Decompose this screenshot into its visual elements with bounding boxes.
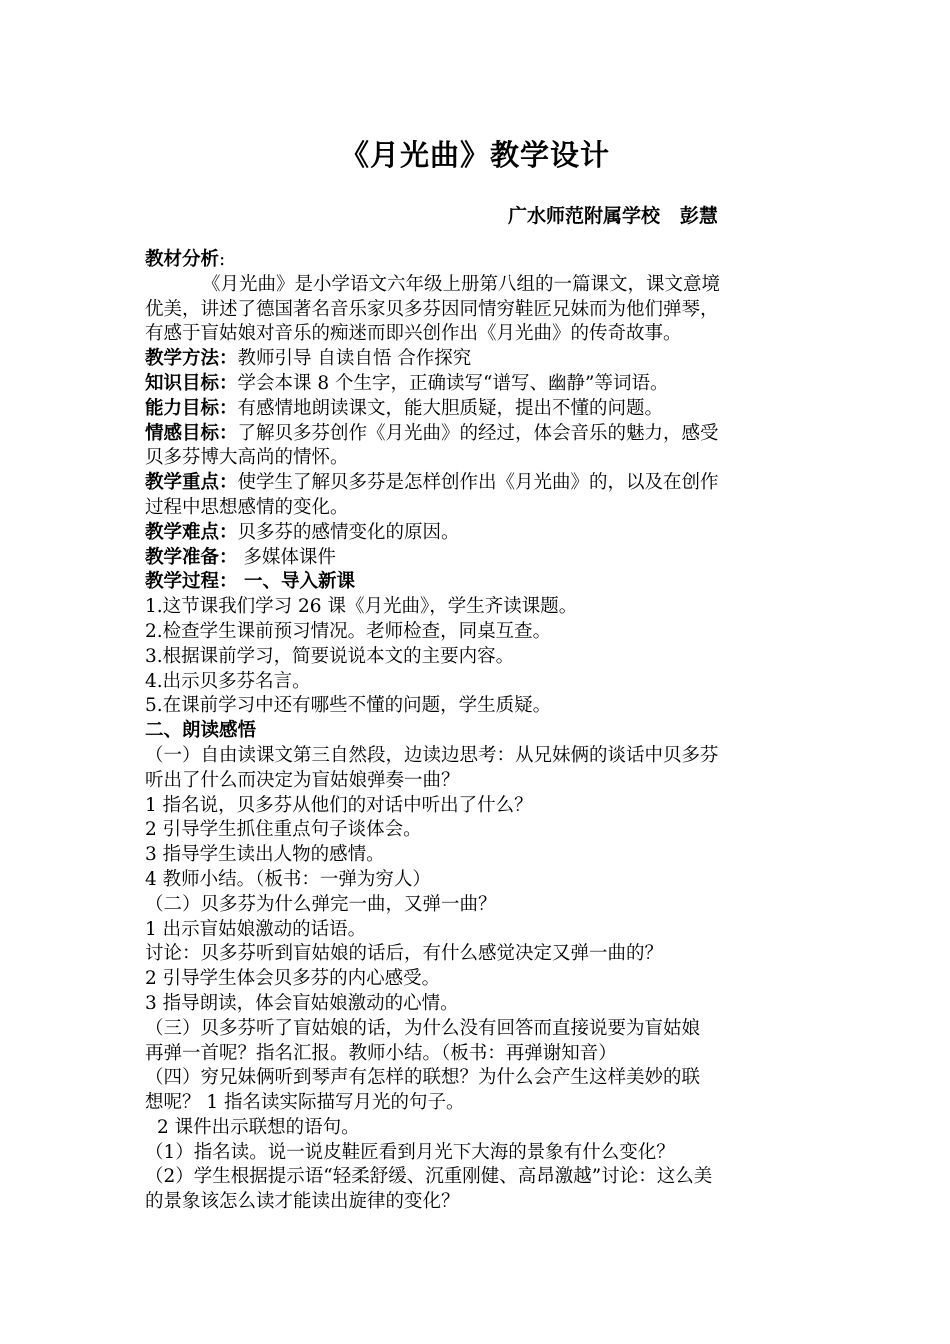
document-author: 广水师范附属学校 彭慧 [508, 205, 718, 227]
list-item: 2 引导学生体会贝多芬的内心感受。 [145, 968, 441, 990]
line-preparation: 教学准备： 多媒体课件 [145, 546, 336, 568]
line-ability-goal: 能力目标：有感情地朗读课文，能大胆质疑，提出不懂的问题。 [145, 397, 664, 419]
list-item: 2 引导学生抓住重点句子谈体会。 [145, 819, 422, 841]
paragraph-line: （2）学生根据提示语“轻柔舒缓、沉重刚健、高昂激越”讨论：这么美 [145, 1166, 713, 1188]
list-item: 3.根据课前学习，简要说说本文的主要内容。 [145, 645, 515, 667]
list-item: 3 指导学生读出人物的感情。 [145, 844, 385, 866]
paragraph-line: （四）穷兄妹俩听到琴声有怎样的联想？为什么会产生这样美妙的联 [145, 1067, 701, 1089]
line-method: 教学方法：教师引导 自读自悟 合作探究 [145, 348, 472, 370]
line-process-heading: 教学过程： 一、导入新课 [145, 571, 355, 593]
list-item: 2 课件出示联想的语句。 [157, 1116, 360, 1138]
paragraph-line: 有感于盲姑娘对音乐的痴迷而即兴创作出《月光曲》的传奇故事。 [145, 323, 682, 345]
list-item: （1）指名读。说一说皮鞋匠看到月光下大海的景象有什么变化？ [145, 1141, 675, 1163]
paragraph-line: 过程中思想感情的变化。 [145, 496, 349, 518]
line-key-point: 教学重点：使学生了解贝多芬是怎样创作出《月光曲》的，以及在创作 [145, 472, 719, 494]
paragraph-line: 讨论：贝多芬听到盲姑娘的话后，有什么感觉决定又弹一曲的？ [145, 943, 664, 965]
list-item: 1.这节课我们学习 26 课《月光曲》，学生齐读课题。 [145, 596, 578, 618]
line-difficulty: 教学难点：贝多芬的感情变化的原因。 [145, 521, 460, 543]
paragraph-line: 贝多芬博大高尚的情怀。 [145, 447, 349, 469]
paragraph-line: 再弹一首呢？指名汇报。教师小结。（板书：再弹谢知音） [145, 1042, 617, 1064]
paragraph-line: 优美，讲述了德国著名音乐家贝多芬因同情穷鞋匠兄妹而为他们弹琴， [145, 298, 719, 320]
list-item: 2.检查学生课前预习情况。老师检查，同桌互查。 [145, 620, 552, 642]
paragraph-line: （二）贝多芬为什么弹完一曲，又弹一曲？ [145, 893, 497, 915]
paragraph-line: 想呢？ 1 指名读实际描写月光的句子。 [145, 1092, 465, 1114]
paragraph-line: （一）自由读课文第三自然段，边读边思考：从兄妹俩的谈话中贝多芬 [145, 744, 719, 766]
line-knowledge-goal: 知识目标：学会本课 8 个生字，正确读写“谱写、幽静”等词语。 [145, 372, 669, 394]
line-materials-heading: 教材分析: [145, 249, 226, 270]
paragraph-line: （三）贝多芬听了盲姑娘的话，为什么没有回答而直接说要为盲姑娘 [145, 1017, 701, 1039]
paragraph-line: 的景象该怎么读才能读出旋律的变化？ [145, 1191, 460, 1213]
list-item: 1 出示盲姑娘激动的话语。 [145, 918, 367, 940]
list-item: 3 指导朗读，体会盲姑娘激动的心情。 [145, 992, 459, 1014]
document-body [145, 248, 810, 1215]
list-item: 5.在课前学习中还有哪些不懂的问题，学生质疑。 [145, 695, 552, 717]
paragraph-line: 听出了什么而决定为盲姑娘弹奏一曲？ [145, 769, 460, 791]
document-title: 《月光曲》教学设计 [339, 138, 610, 172]
section-heading: 二、朗读感悟 [145, 720, 257, 742]
paragraph-line: 《月光曲》是小学语文六年级上册第八组的一篇课文，课文意境 [202, 273, 721, 295]
list-item: 1 指名说，贝多芬从他们的对话中听出了什么？ [145, 794, 533, 816]
list-item: 4.出示贝多芬名言。 [145, 670, 311, 692]
line-emotion-goal: 情感目标：了解贝多芬创作《月光曲》的经过，体会音乐的魅力，感受 [145, 422, 719, 444]
list-item: 4 教师小结。（板书：一弹为穷人） [145, 868, 431, 890]
